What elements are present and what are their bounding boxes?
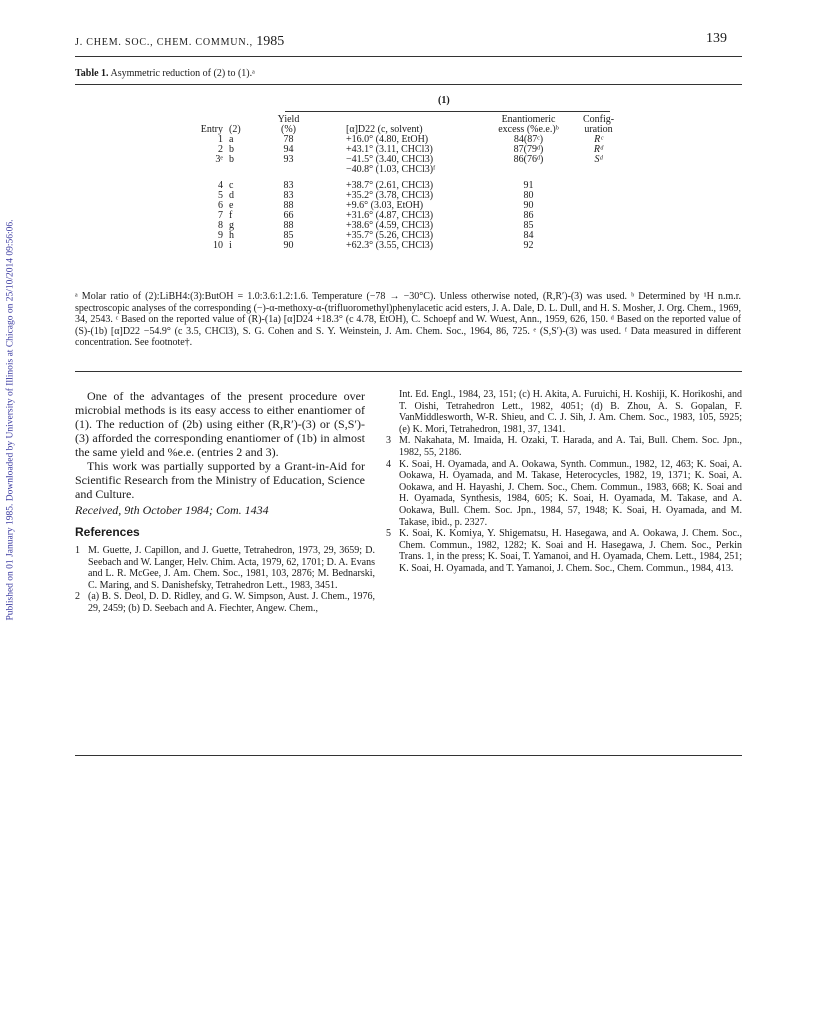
table-cell-rotation: +62.3° (3.55, CHCl3)	[346, 240, 434, 251]
table-cell-rotation: −41.5° (3.40, CHCl3)	[346, 154, 434, 165]
table-cell-x: d	[229, 190, 234, 201]
table-cell-cfg	[571, 241, 626, 251]
reference-number: 3	[386, 435, 391, 447]
results-table	[170, 115, 626, 251]
table-cell-ee: 92	[523, 240, 534, 251]
table-cell-ee: 84(87ᶜ)	[513, 134, 544, 145]
table-cell-yield: 83	[283, 190, 294, 201]
page-number: 139	[706, 31, 727, 46]
table-cell-x	[229, 165, 251, 175]
reference-number: 2	[75, 591, 80, 603]
table-cell-entry: 10	[213, 240, 223, 251]
table-top-rule	[75, 84, 742, 85]
reference-text: M. Guette, J. Capillon, and J. Guette, Tetrahedron, 1973, 29, 3659; D. Seebach and W. Langer, Helv. Chim. Acta, 1979, 62, 1701; D. A. Evans and L. R. McGee, J. Am. Chem. Soc., 1981, 103, 2876; M. Bednarski, C. Maring, and S. Danishefsky, Tetrahedron Lett., 1983, 3451.	[88, 545, 375, 591]
table-row	[170, 165, 626, 175]
reference-text: K. Soai, H. Oyamada, and A. Ookawa, Synth. Commun., 1982, 12, 463; K. Soai, A. Ookawa, H. Oyamada, and M. Takase, Heterocycles, 1982, 19, 1371; K. Soai, A. Ookawa, and H. Hayashi, J. Chem. Soc., Chem. Commun., 1983, 668; K. Soai and H. Oyamada, Synthesis, 1984, 605; K. Soai, H. Oyamada, M. Takase, and A. Ookawa, Bull. Chem. Soc. Jpn., 1984, 57, 1948; K. Soai, H. Oyamada, and M. Takase, ibid., p. 2327.	[399, 458, 742, 528]
table-group-head: (1)	[438, 95, 450, 106]
table-cell-cfg: Sᵈ	[594, 154, 603, 165]
head-cfg-1: Config-	[582, 114, 615, 125]
reference-number: 5	[386, 528, 391, 540]
reference-number: 4	[386, 458, 391, 470]
table-row	[170, 241, 626, 251]
table-cell-ee	[486, 165, 571, 175]
table-cell-rotation: +35.2° (3.78, CHCl3)	[346, 190, 434, 201]
table-cell-cfg	[571, 221, 626, 231]
table-cell-ee: 91	[523, 180, 534, 191]
table-bottom-rule	[75, 371, 742, 372]
table-cell-entry	[170, 165, 229, 175]
download-watermark-text: Published on 01 January 1985. Downloaded by University of Illinois at Chicago on 25/10/2014 09:56:06.	[6, 219, 17, 621]
table-cell-cfg	[571, 231, 626, 241]
reference-text-continued: Int. Ed. Engl., 1984, 23, 151; (c) H. Akita, A. Furuichi, H. Koshiji, K. Horikoshi, and T. Oishi, Tetrahedron Lett., 1982, 4051; (d) B. Zhou, A. S. Gopalan, F. VanMiddlesworth, W-R. Shieu, and C. J. Sih, J. Am. Chem. Soc., 1983, 105, 5925; (e) K. Mori, Tetrahedron, 1981, 37, 1341.	[399, 389, 742, 435]
table-caption-text: Asymmetric reduction of (2) to (1).ᵃ	[110, 68, 255, 79]
table-cell-entry: 9	[218, 230, 223, 241]
table-body	[170, 135, 626, 251]
table-cell-entry: 1	[218, 134, 223, 145]
table-cell-yield: 93	[283, 154, 294, 165]
body-paragraph: This work was partially supported by a Grant-in-Aid for Scientific Research from the Ministry of Education, Science and Culture.	[75, 459, 365, 501]
table-cell-x: e	[229, 200, 234, 211]
table-cell-ee: 86	[523, 210, 534, 221]
table-cell-yield: 66	[283, 210, 294, 221]
table-cell-cfg	[571, 211, 626, 221]
header-rule	[75, 56, 742, 57]
table-cell-entry: 6	[218, 200, 223, 211]
table-cell-cfg	[571, 175, 626, 191]
table-cell-cfg: Rᵈ	[593, 144, 604, 155]
reference-text: M. Nakahata, M. Imaida, H. Ozaki, T. Harada, and A. Tai, Bull. Chem. Soc. Jpn., 1982, 55, 2186.	[399, 435, 742, 458]
table-group-rule	[285, 111, 610, 112]
table-cell-entry: 7	[218, 210, 223, 221]
table-cell-x: g	[229, 220, 234, 231]
table-cell-ee: 84	[523, 230, 534, 241]
table-cell-ee: 85	[523, 220, 534, 231]
table-cell-rotation: +38.7° (2.61, CHCl3)	[346, 180, 434, 191]
table-cell-x: f	[229, 210, 233, 221]
table-cell-yield: 88	[283, 220, 294, 231]
table-cell-yield: 88	[283, 200, 294, 211]
table-cell-rotation: +43.1° (3.11, CHCl3)	[346, 144, 433, 155]
table-cell-entry: 8	[218, 220, 223, 231]
body-text	[75, 389, 365, 501]
reference-text: K. Soai, K. Komiya, Y. Shigematsu, H. Hasegawa, and A. Ookawa, J. Chem. Soc., Chem. Commun., 1982, 1282; K. Soai and H. Hasegawa, J. Chem. Soc., Perkin Trans. 1, in the press; K. Soai, T. Yamanoi, and H. Oyamada, Chem. Lett., 1984, 251; K. Soai, H. Oyamada, and T. Yamanoi, J. Chem. Soc., Chem. Commun., 1984, 413.	[399, 528, 742, 574]
table-cell-yield: 90	[283, 240, 294, 251]
table-cell-x: c	[229, 180, 234, 191]
reference-item	[386, 459, 742, 529]
table-cell-yield: 94	[283, 144, 294, 155]
table-row	[170, 175, 626, 191]
table-cell-cfg	[571, 201, 626, 211]
reference-text: (a) B. S. Deol, D. D. Ridley, and G. W. Simpson, Aust. J. Chem., 1976, 29, 2459; (b) D. Seebach and A. Fiechter, Angew. Chem.,	[88, 591, 375, 614]
table-cell-x: i	[229, 240, 232, 251]
table-cell-ee: 90	[523, 200, 534, 211]
head-cfg-2: uration	[584, 124, 613, 135]
table-caption	[75, 68, 255, 79]
head-yield-unit: (%)	[281, 124, 296, 135]
running-header	[75, 34, 284, 50]
table-footnotes: ᵃ Molar ratio of (2):LiBH4:(3):ButOH = 1.0:3.6:1.2:1.6. Temperature (−78 → −30°C). Unless otherwise noted, (R,R′)-(3) was used. ᵇ Determined by ¹H n.m.r. spectroscopic analyses of the corresponding (−)-α-methoxy-α-(trifluoromethyl)phenylacetic acid esters, J. A. Dale, D. L. Dull, and H. S. Mosher, J. Org. Chem., 1969, 34, 2543. ᶜ Based on the reported value of (R)-(1a) [α]D24 +18.3° (c 4.78, EtOH), C. Schoepf and W. Wuest, Ann., 1959, 626, 150. ᵈ Based on the reported value of (S)-(1b) [α]D22 −54.9° (c 3.5, CHCl3), S. G. Cohen and S. Y. Weinstein, J. Am. Chem. Soc., 1964, 86, 725. ᵉ (S,S′)-(3) was used. ᶠ Data measured in different concentration. See footnote†.	[75, 291, 741, 348]
reference-item	[75, 591, 375, 614]
table-cell-ee: 86(76ᵈ)	[513, 154, 544, 165]
reference-item	[386, 528, 742, 574]
table-cell-rotation: +9.6° (3.03, EtOH)	[346, 200, 424, 211]
table-cell-ee: 87(79ᵈ)	[513, 144, 544, 155]
download-watermark	[4, 185, 18, 655]
references-heading: References	[75, 525, 140, 539]
table-cell-entry: 3ᵉ	[215, 154, 223, 165]
head-entry: Entry	[200, 124, 223, 135]
head-rotation: [α]D22 (c, solvent)	[346, 124, 423, 135]
references-left-column	[75, 545, 375, 615]
table-cell-entry: 4	[218, 180, 223, 191]
received-line: Received, 9th October 1984; Com. 1434	[75, 503, 269, 517]
table-cell-rotation: +35.7° (5.26, CHCl3)	[346, 230, 434, 241]
table-cell-x: b	[229, 144, 234, 155]
journal-year: 1985	[256, 34, 285, 49]
head-ee-1: Enantiomeric	[501, 114, 556, 125]
head-ee-2: excess (%e.e.)ᵇ	[498, 124, 559, 135]
table-cell-rotation: +38.6° (4.59, CHCl3)	[346, 220, 434, 231]
table-cell-yield: 83	[283, 180, 294, 191]
table-cell-x: a	[229, 134, 234, 145]
table-caption-label: Table 1.	[75, 68, 109, 79]
head-comp: (2)	[229, 124, 241, 135]
table-cell-x: h	[229, 230, 234, 241]
table-cell-rotation: −40.8° (1.03, CHCl3)ᶠ	[346, 164, 436, 175]
reference-number: 1	[75, 545, 80, 556]
table-cell-yield	[251, 165, 326, 175]
journal-name: J. CHEM. SOC., CHEM. COMMUN.,	[75, 37, 253, 48]
reference-item	[386, 435, 742, 458]
table-cell-rotation: +31.6° (4.87, CHCl3)	[346, 210, 434, 221]
page-bottom-rule	[75, 755, 742, 756]
table-cell-ee: 80	[523, 190, 534, 201]
table-cell-cfg	[571, 165, 626, 175]
table-cell-rotation: +16.0° (4.80, EtOH)	[346, 134, 429, 145]
table-cell-entry: 2	[218, 144, 223, 155]
table-cell-yield: 78	[283, 134, 294, 145]
head-yield: Yield	[277, 114, 300, 125]
references-right-column	[386, 389, 742, 575]
table-cell-cfg	[571, 191, 626, 201]
table-cell-cfg: Rᶜ	[594, 134, 603, 145]
table-cell-x: b	[229, 154, 234, 165]
table-cell-yield: 85	[283, 230, 294, 241]
table-cell-entry: 5	[218, 190, 223, 201]
reference-item	[75, 545, 375, 591]
body-paragraph: One of the advantages of the present procedure over microbial methods is its easy access to either enantiomer of (1). The reduction of (2b) using either (R,R′)-(3) or (S,S′)-(3) afforded the corresponding enantiomer of (1b) in almost the same yield and %e.e. (entries 2 and 3).	[75, 389, 365, 459]
